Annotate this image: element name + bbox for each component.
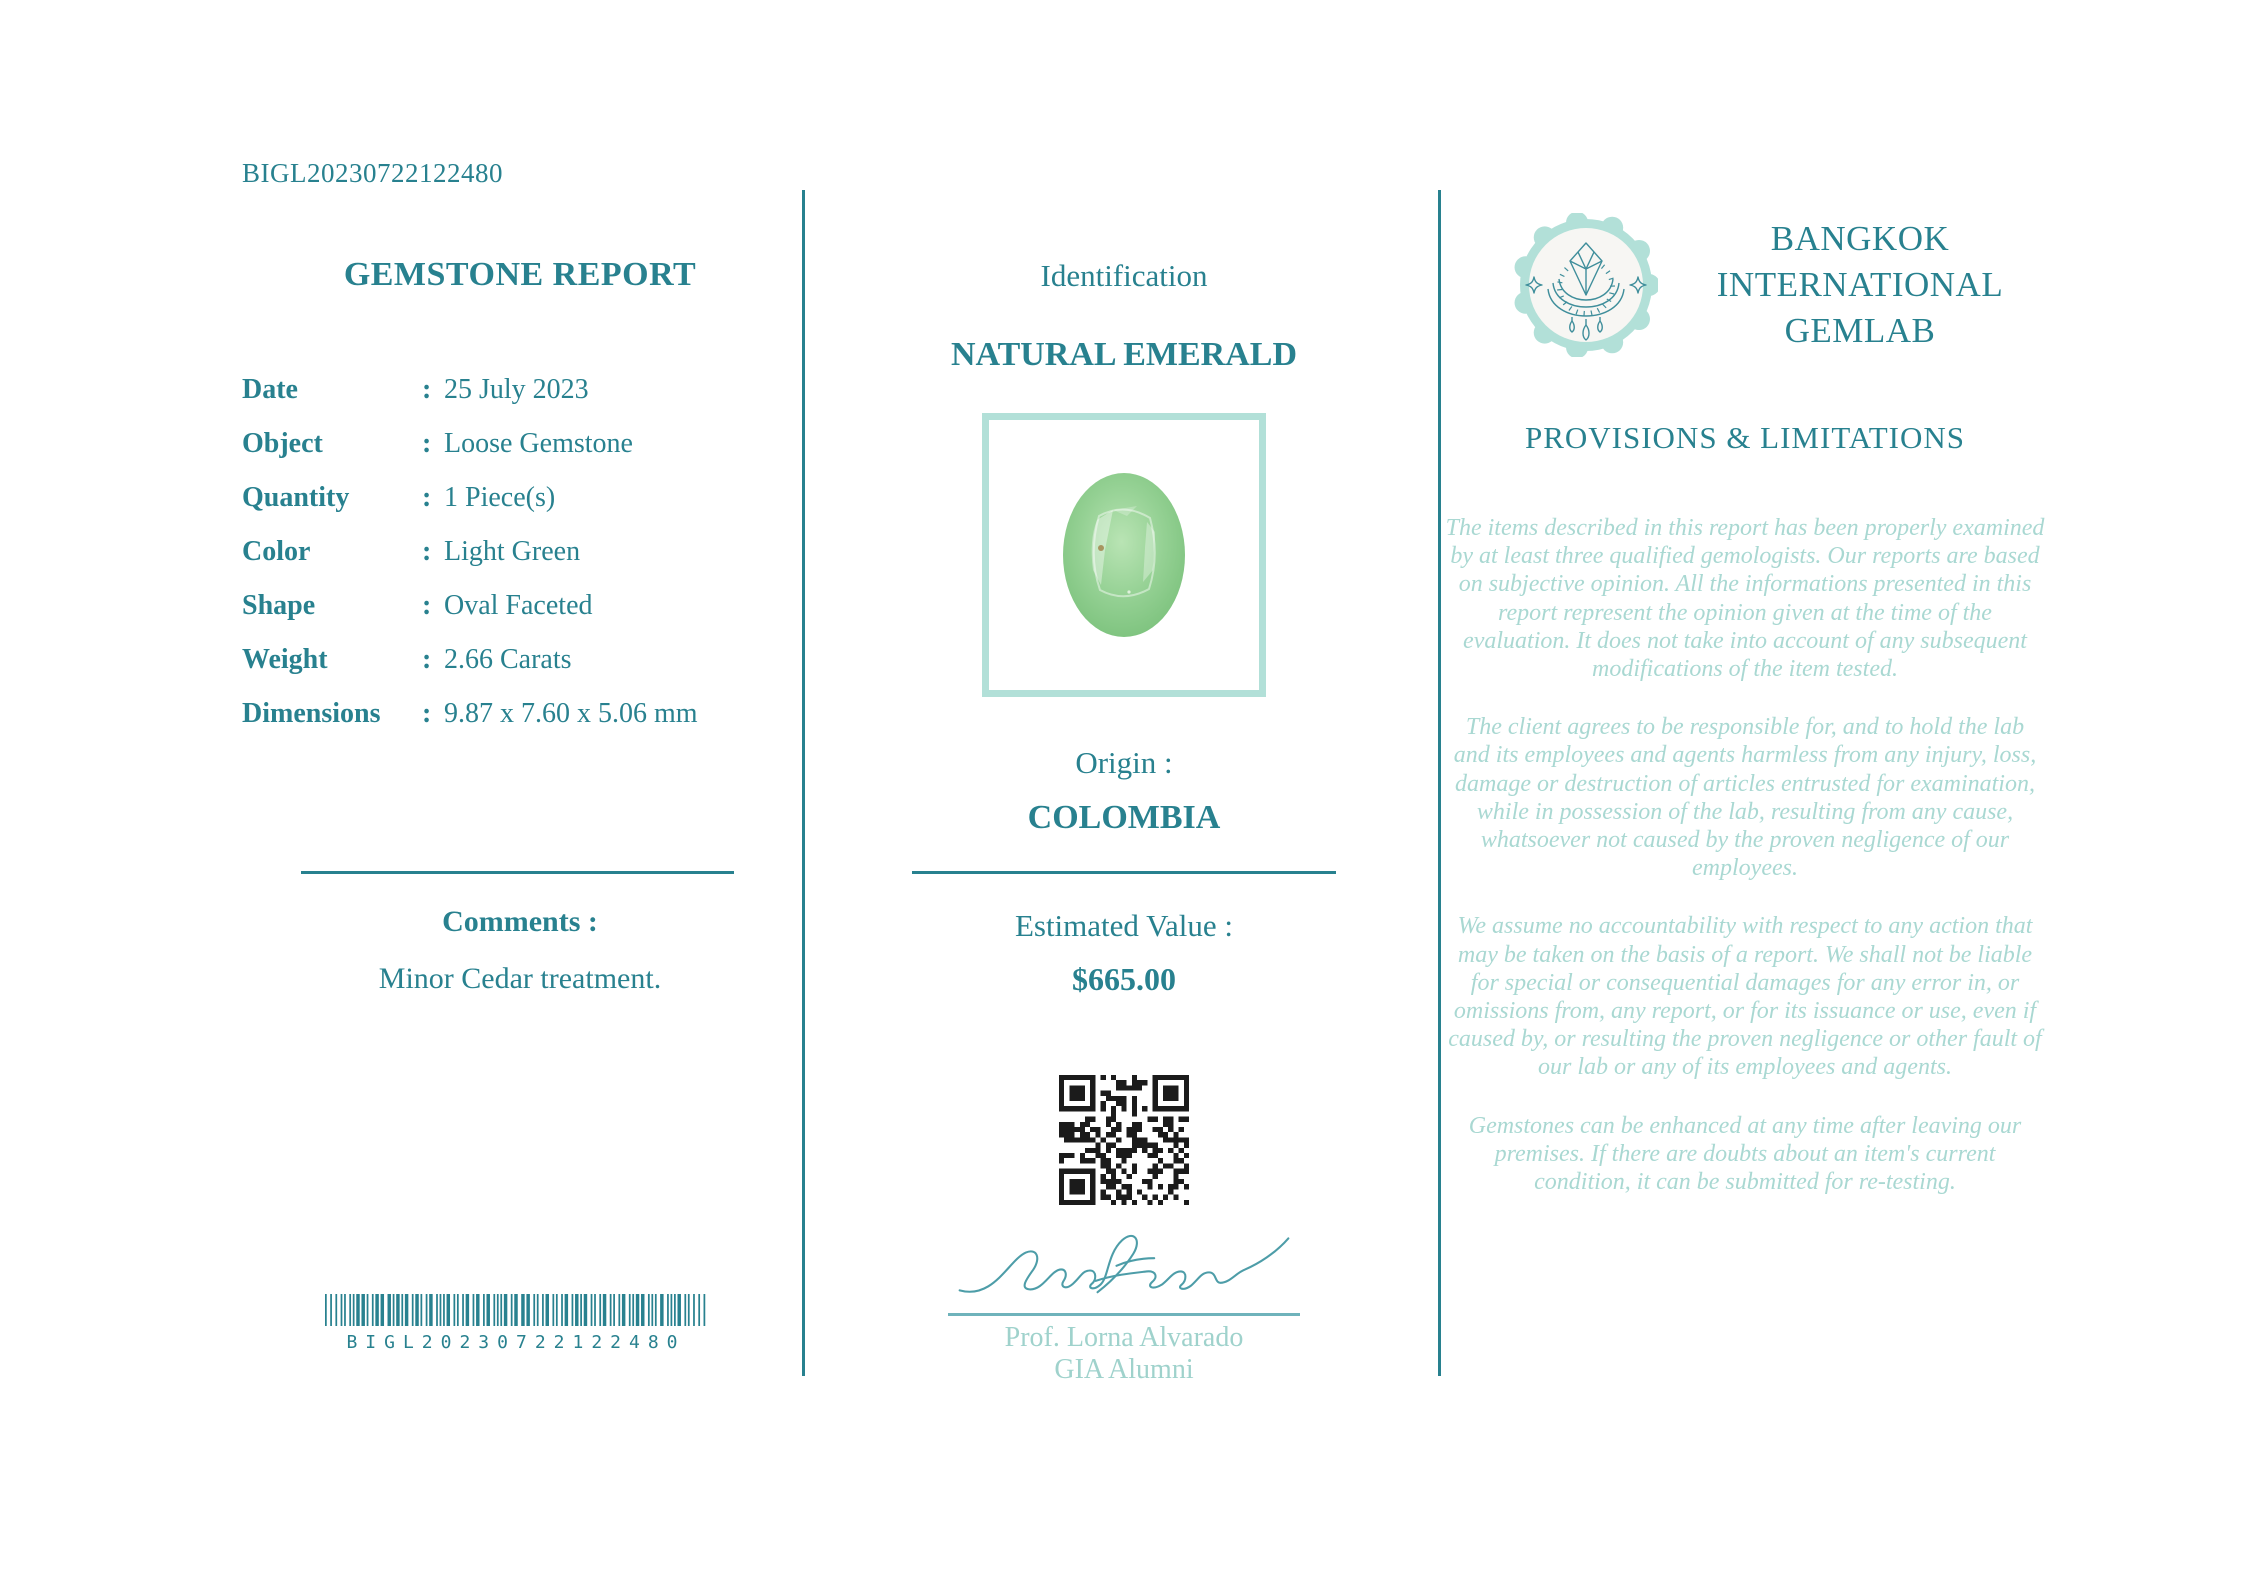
field-label: Shape bbox=[242, 590, 316, 621]
comments-heading: Comments : bbox=[442, 905, 598, 938]
barcode-image bbox=[325, 1294, 707, 1326]
report-title: GEMSTONE REPORT bbox=[343, 256, 697, 293]
identification-section bbox=[810, 0, 1438, 1586]
signatory-name: Prof. Lorna Alvarado bbox=[1004, 1322, 1244, 1353]
field-colon: : bbox=[422, 536, 432, 567]
field-row-dimensions bbox=[242, 696, 798, 750]
barcode bbox=[325, 1294, 707, 1353]
field-label: Weight bbox=[242, 644, 328, 675]
field-row-color bbox=[242, 534, 798, 588]
provisions-paragraph: We assume no accountability with respect to any action that may be taken on the basis of a report. We shall not be liable for special or consequential damages for any error in, or omissions from, any report, or for its issuance or use, even if caused by, or resulting the proven negligence or other fault of our lab or any of its employees and agents. bbox=[1448, 913, 2042, 1081]
gemstone-photo bbox=[982, 413, 1266, 697]
provisions-paragraph: The items described in this report has been properly examined by at least three qualified gemologists. Our reports are based on subjective opinion. All the informations presented in this report represent the opinion given at the time of the evaluation. It does not take into account of any subsequent modifications of the item tested. bbox=[1445, 515, 2045, 683]
barcode-text: BIGL20230722122480 bbox=[346, 1332, 686, 1353]
value-divider bbox=[912, 871, 1336, 874]
column-divider-left bbox=[802, 190, 805, 1376]
qr-code-image bbox=[1059, 1075, 1189, 1205]
field-colon: : bbox=[422, 644, 432, 675]
field-value: 1 Piece(s) bbox=[444, 482, 556, 513]
provisions-paragraph: Gemstones can be enhanced at any time after leaving our premises. If there are doubts about an item's current condition, it can be submitted for re-testing. bbox=[1468, 1112, 2022, 1196]
field-value: Oval Faceted bbox=[444, 590, 593, 621]
field-colon: : bbox=[422, 374, 432, 405]
estimated-value: $665.00 bbox=[1072, 961, 1176, 997]
field-row-date bbox=[242, 372, 798, 426]
estimated-value-heading: Estimated Value : bbox=[1014, 908, 1234, 943]
column-divider-right bbox=[1438, 190, 1441, 1376]
origin-heading: Origin : bbox=[1075, 745, 1173, 780]
field-colon: : bbox=[422, 590, 432, 621]
report-number: BIGL20230722122480 bbox=[242, 158, 503, 188]
field-label: Date bbox=[242, 374, 298, 405]
field-value: 25 July 2023 bbox=[444, 374, 589, 405]
field-row-quantity bbox=[242, 480, 798, 534]
field-label: Quantity bbox=[242, 482, 350, 513]
field-row-shape bbox=[242, 588, 798, 642]
gemstone-image bbox=[989, 420, 1259, 690]
provisions-text bbox=[1445, 514, 2045, 1226]
signature-image bbox=[944, 1228, 1304, 1313]
field-colon: : bbox=[422, 698, 432, 729]
field-value: Light Green bbox=[444, 536, 581, 567]
lab-name-line: BANGKOK bbox=[1770, 219, 1950, 258]
field-colon: : bbox=[422, 428, 432, 459]
report-fields bbox=[242, 372, 798, 750]
signatory-credential: GIA Alumni bbox=[1054, 1354, 1194, 1385]
lab-name-line: INTERNATIONAL bbox=[1716, 265, 2004, 304]
origin-value: COLOMBIA bbox=[1027, 799, 1221, 836]
field-colon: : bbox=[422, 482, 432, 513]
signature-line bbox=[948, 1313, 1300, 1316]
field-value: 2.66 Carats bbox=[444, 644, 572, 675]
report-details-section bbox=[240, 0, 800, 1586]
lab-name-line: GEMLAB bbox=[1784, 311, 1936, 350]
field-label: Object bbox=[242, 428, 323, 459]
provisions-paragraph: The client agrees to be responsible for, and to hold the lab and its employees and agents harmless from any injury, loss, damage or destruction of articles entrusted for examination, while in possession of the lab, resulting from any cause, whatsoever not caused by the proven negligence of our employees. bbox=[1453, 714, 2037, 882]
field-label: Dimensions bbox=[242, 698, 381, 729]
field-row-weight bbox=[242, 642, 798, 696]
provisions-heading: PROVISIONS & LIMITATIONS bbox=[1524, 420, 1966, 455]
comments-divider bbox=[301, 871, 734, 874]
qr-code bbox=[1059, 1075, 1189, 1205]
identification-heading: Identification bbox=[1040, 258, 1208, 293]
field-value: 9.87 x 7.60 x 5.06 mm bbox=[444, 698, 698, 729]
gem-species: NATURAL EMERALD bbox=[950, 336, 1297, 373]
field-label: Color bbox=[242, 536, 311, 567]
field-value: Loose Gemstone bbox=[444, 428, 633, 459]
provisions-section bbox=[1445, 0, 2045, 1586]
comments-text: Minor Cedar treatment. bbox=[378, 962, 662, 995]
field-row-object bbox=[242, 426, 798, 480]
